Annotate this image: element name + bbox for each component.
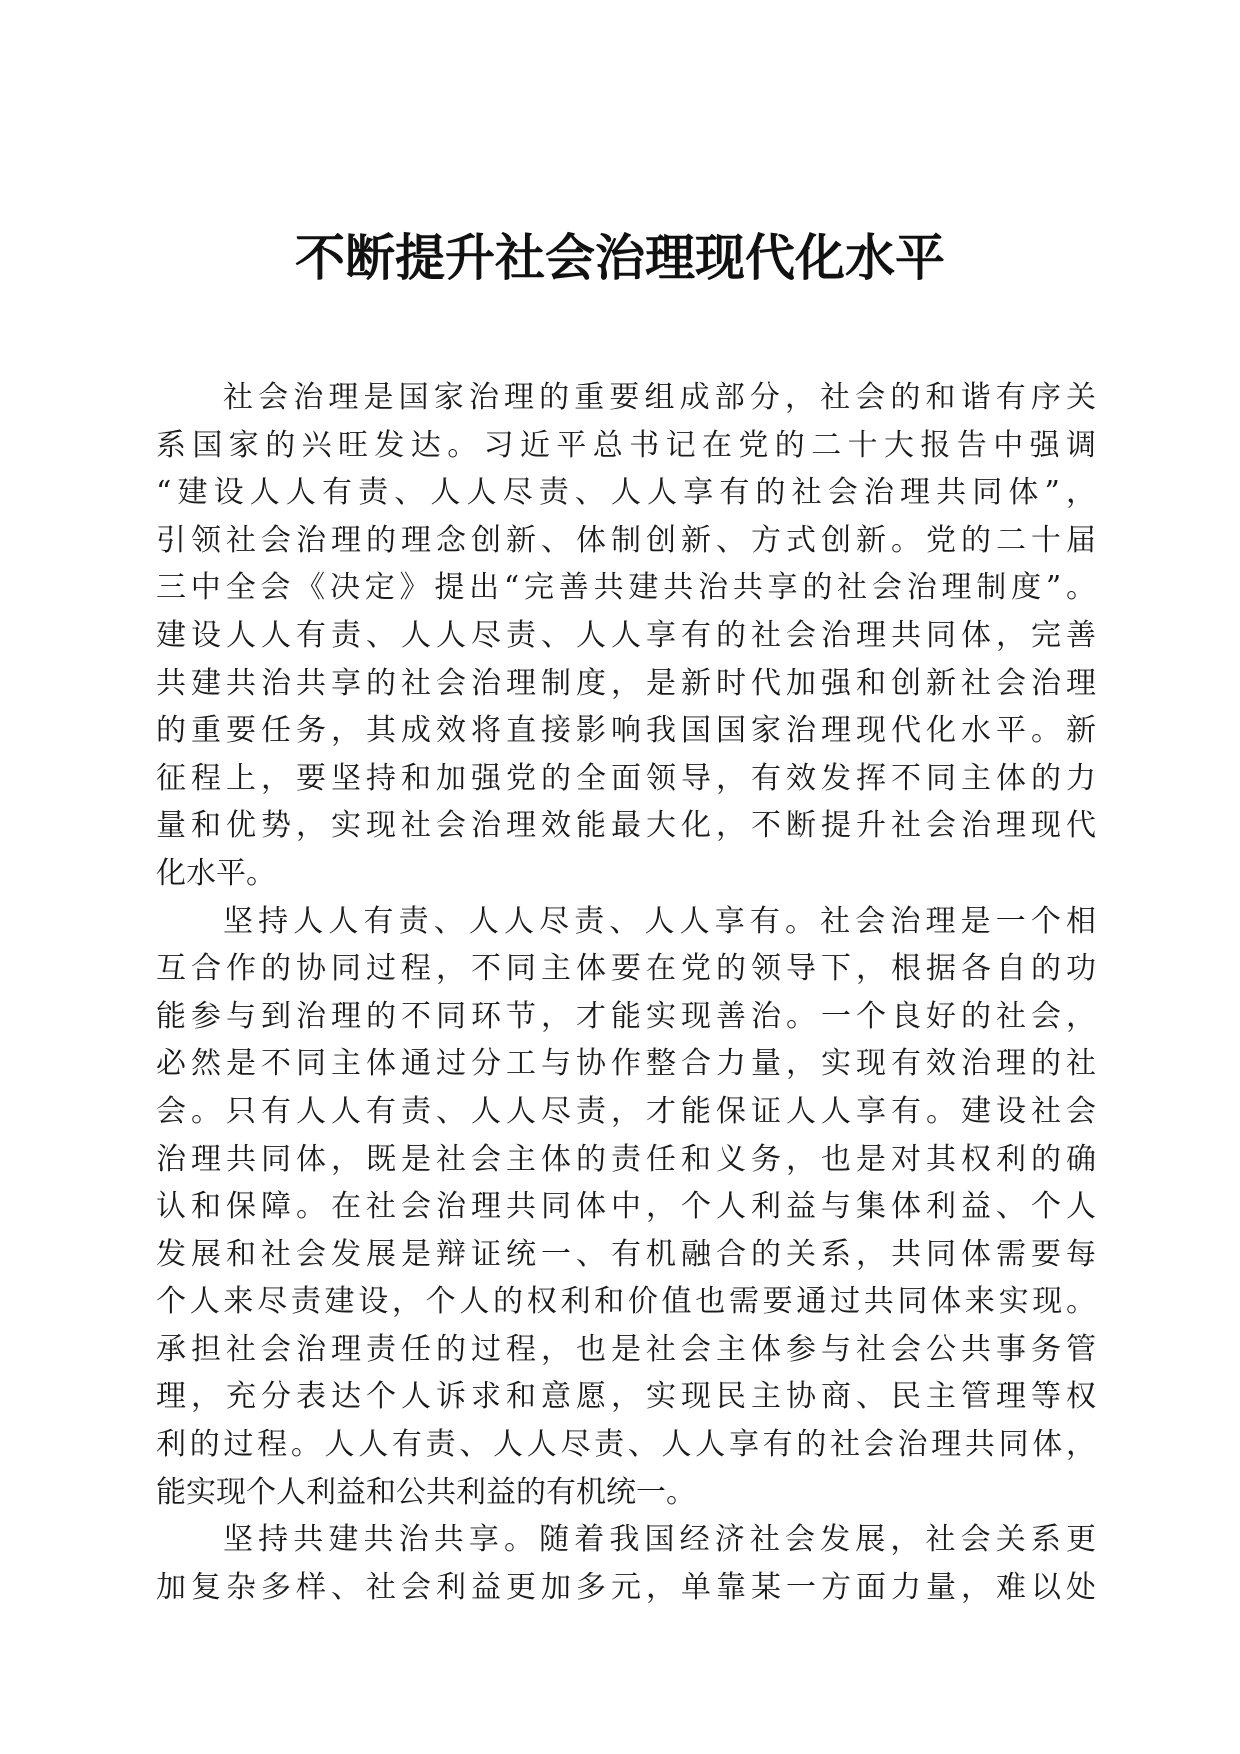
document-body xyxy=(156,374,1096,1611)
text-line: 互合作的协同过程，不同主体要在党的领导下，根据各自的功 xyxy=(156,951,1096,987)
paragraph-2 xyxy=(156,898,1096,1517)
text-line: 系国家的兴旺发达。习近平总书记在党的二十大报告中强调 xyxy=(156,427,1096,463)
page-title: 不断提升社会治理现代化水平 xyxy=(295,228,945,287)
text-line: 坚持共建共治共享。随着我国经济社会发展，社会关系更 xyxy=(223,1522,1096,1558)
text-line: 征程上，要坚持和加强党的全面领导，有效发挥不同主体的力 xyxy=(156,760,1096,796)
text-line: 能实现个人利益和公共利益的有机统一。 xyxy=(156,1474,696,1510)
text-line: 承担社会治理责任的过程，也是社会主体参与社会公共事务管 xyxy=(156,1331,1096,1367)
text-line: 化水平。 xyxy=(156,855,276,891)
text-line: “建设人人有责、人人尽责、人人享有的社会治理共同体”， xyxy=(156,475,1096,511)
text-line: 利的过程。人人有责、人人尽责、人人享有的社会治理共同体， xyxy=(156,1427,1096,1463)
text-line: 会。只有人人有责、人人尽责，才能保证人人享有。建设社会 xyxy=(156,1093,1096,1129)
text-line: 能参与到治理的不同环节，才能实现善治。一个良好的社会， xyxy=(156,998,1096,1034)
text-line: 量和优势，实现社会治理效能最大化，不断提升社会治理现代 xyxy=(156,808,1096,844)
text-line: 理，充分表达个人诉求和意愿，实现民主协商、民主管理等权 xyxy=(156,1379,1096,1415)
text-line: 坚持人人有责、人人尽责、人人享有。社会治理是一个相 xyxy=(223,903,1096,939)
text-line: 社会治理是国家治理的重要组成部分，社会的和谐有序关 xyxy=(223,380,1096,415)
text-line: 三中全会《决定》提出“完善共建共治共享的社会治理制度”。 xyxy=(156,570,1096,606)
text-line: 必然是不同主体通过分工与协作整合力量，实现有效治理的社 xyxy=(156,1046,1096,1082)
text-line: 的重要任务，其成效将直接影响我国国家治理现代化水平。新 xyxy=(156,713,1096,749)
text-line: 加复杂多样、社会利益更加多元，单靠某一方面力量，难以处 xyxy=(156,1569,1096,1605)
text-line: 认和保障。在社会治理共同体中，个人利益与集体利益、个人 xyxy=(156,1189,1096,1225)
paragraph-3 xyxy=(156,1516,1096,1611)
text-line: 共建共治共享的社会治理制度，是新时代加强和创新社会治理 xyxy=(156,665,1096,701)
text-line: 建设人人有责、人人尽责、人人享有的社会治理共同体，完善 xyxy=(156,617,1096,653)
text-line: 引领社会治理的理念创新、体制创新、方式创新。党的二十届 xyxy=(156,522,1096,558)
text-line: 治理共同体，既是社会主体的责任和义务，也是对其权利的确 xyxy=(156,1141,1096,1177)
paragraph-1 xyxy=(156,374,1096,898)
text-line: 发展和社会发展是辩证统一、有机融合的关系，共同体需要每 xyxy=(156,1236,1096,1272)
text-line: 个人来尽责建设，个人的权利和价值也需要通过共同体来实现。 xyxy=(156,1284,1096,1320)
